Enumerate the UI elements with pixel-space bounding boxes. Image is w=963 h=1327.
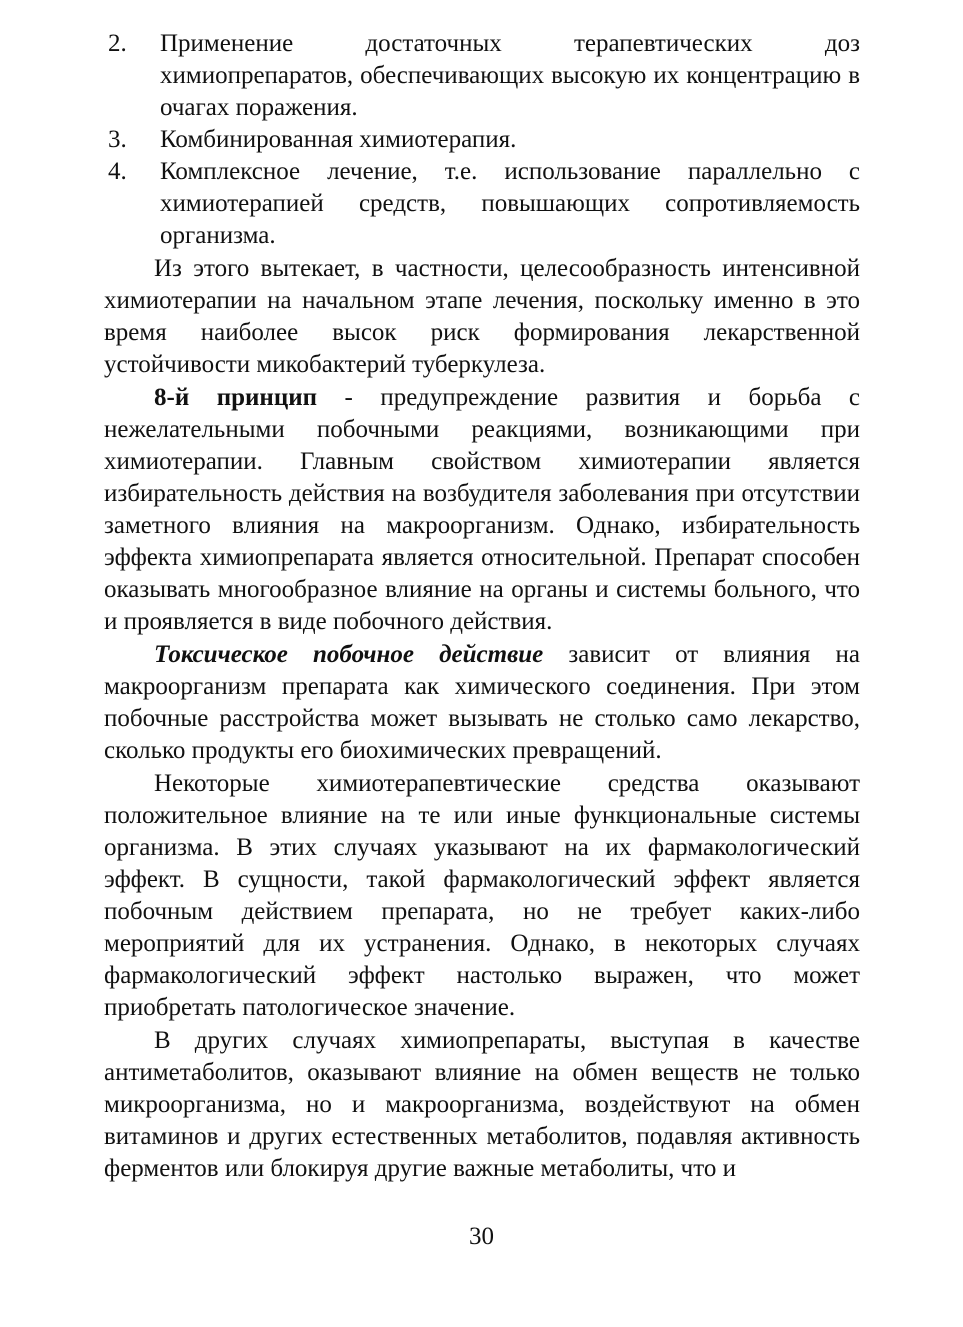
paragraph-pharmacological-effect: Некоторые химиотерапевтические средства оказывают положительное влияние на те или иные функциональные системы организма. В этих случаях указывают на их фармакологический эффект. В сущности, такой фармакологический эффект является побочным действием препарата, но не требует каких-либо мероприятий для их устранения. Однако, в некоторых случаях фармакологический эффект настолько выражен, что может приобретать патологическое значение. <box>104 770 860 1021</box>
page-body <box>104 28 860 1185</box>
list-item <box>104 156 860 252</box>
list-item-number: 2. <box>108 30 127 57</box>
list-item-number: 3. <box>108 126 127 153</box>
paragraph-principle-8 <box>104 382 860 638</box>
list-item-text: Комплексное лечение, т.е. использование параллельно с химиотерапией средств, повышающих сопротивляемость организма. <box>160 158 860 249</box>
page-number: 30 <box>469 1223 494 1250</box>
list-item-text: Комбинированная химиотерапия. <box>160 126 517 153</box>
paragraph-intensive-therapy: Из этого вытекает, в частности, целесообразность интенсивной химиотерапии на начальном этапе лечения, поскольку именно в это время наиболее высок риск формирования лекарственной устойчивости микобактерий туберкулеза. <box>104 255 860 378</box>
toxic-effect-text: зависит от влияния на макроорганизм препарата как химического соединения. При этом побочные расстройства может вызывать не столько само лекарство, сколько продукты его биохимических превращений. <box>104 641 860 764</box>
toxic-effect-term: Токсическое побочное действие <box>154 641 544 668</box>
list-item-number: 4. <box>108 158 127 185</box>
principle-8-heading: 8-й принцип <box>154 384 318 411</box>
list-item <box>104 124 860 156</box>
principle-8-text: - предупреждение развития и борьба с нежелательными побочными реакциями, возникающими при химиотерапии. Главным свойством химиотерапии является избирательность действия на возбудителя заболевания при отсутствии заметного влияния на макроорганизм. Однако, избирательность эффекта химиопрепарата является относительной. Препарат способен оказывать многообразное влияние на органы и системы больного, что и проявляется в виде побочного действия. <box>104 384 861 635</box>
list-item-text: Применение достаточных терапевтических доз химиопрепаратов, обеспечивающих высокую их концентрацию в очагах поражения. <box>160 30 860 121</box>
list-item <box>104 28 860 124</box>
paragraph-antimetabolites: В других случаях химиопрепараты, выступая в качестве антиметаболитов, оказывают влияние на обмен веществ не только микроорганизма, но и макроорганизма, воздействуют на обмен витаминов и других естественных метаболитов, подавляя активность ферментов или блокируя другие важные метаболиты, что и <box>104 1027 860 1182</box>
paragraph-toxic-effect <box>104 639 860 767</box>
